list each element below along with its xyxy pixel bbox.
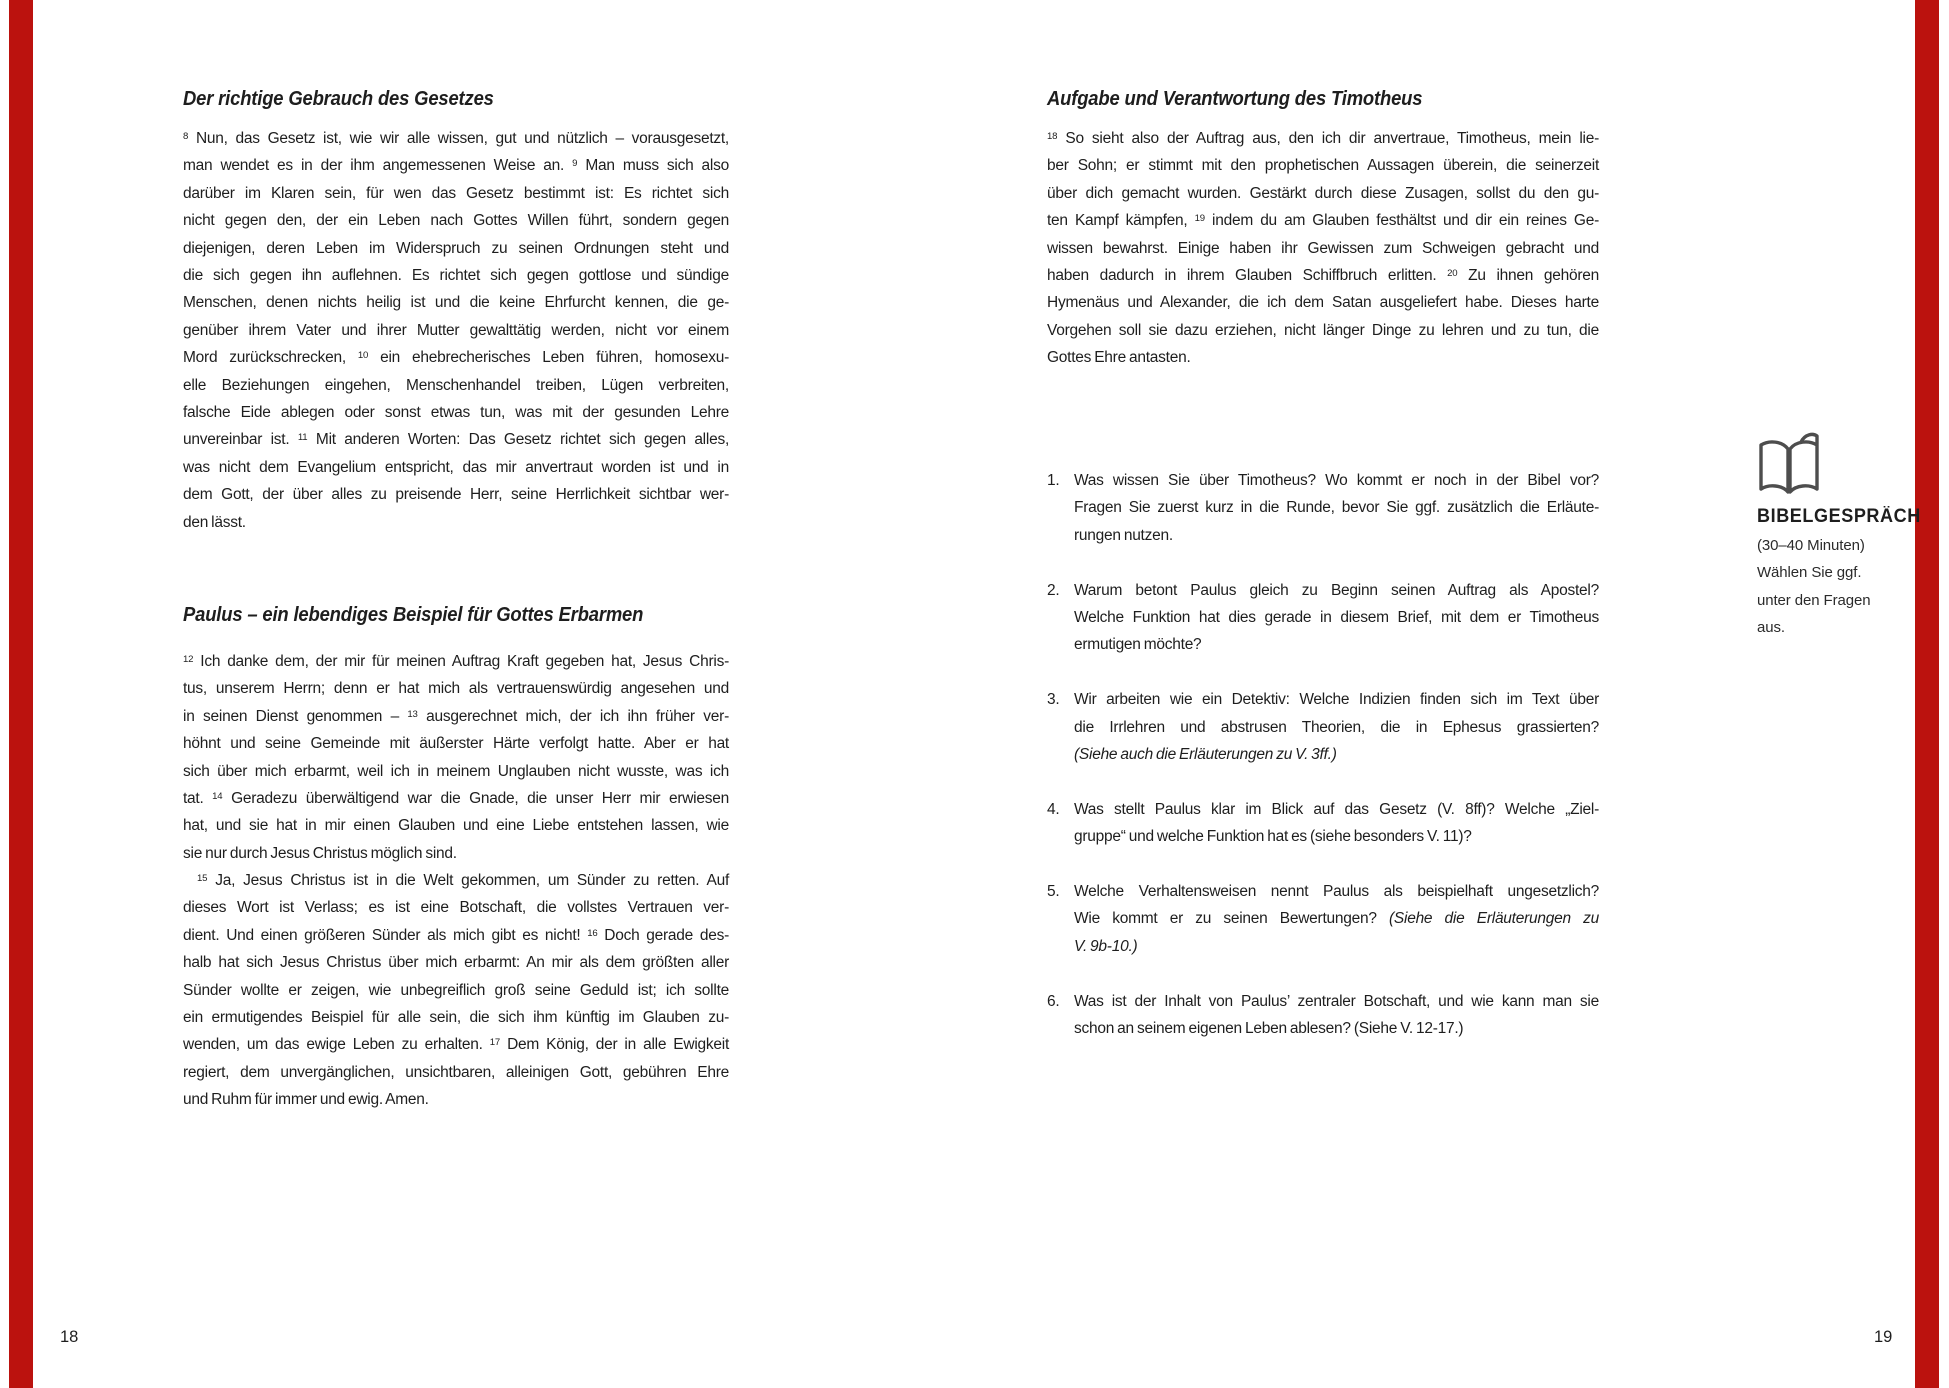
text-line: halb hat sich Jesus Christus über mich erbarmt: An mir als dem größten aller: [183, 954, 729, 972]
text-line: die sich gegen ihn auflehnen. Es richtet sich gegen gottlose und sündige: [183, 267, 729, 285]
body-paragraph: [183, 867, 729, 1114]
open-book-icon: [1757, 431, 1821, 497]
text-line: genüber ihrem Vater und ihrer Mutter gewalttätig werden, nicht vor einem: [183, 321, 729, 339]
text-line: gruppe“ und welche Funktion hat es (siehe besonders V. 11)?: [1074, 828, 1472, 846]
text-line: Was wissen Sie über Timotheus? Wo kommt er noch in der Bibel vor?: [1074, 472, 1599, 489]
text-line: Warum betont Paulus gleich zu Beginn seinen Auftrag als Apostel?: [1074, 581, 1599, 599]
question-item: [1047, 686, 1599, 768]
text-line: falsche Eide ablegen oder sonst etwas tun, was mit der gesunden Lehre: [183, 404, 729, 422]
text-line: Menschen, denen nichts heilig ist und die keine Ehrfurcht kennen, die ge-: [183, 294, 729, 312]
text-line: Welche Verhaltensweisen nennt Paulus als beispielhaft ungesetzlich?: [1074, 883, 1599, 901]
text-line: Welche Funktion hat dies gerade in diesem Brief, mit dem er Timotheus: [1074, 609, 1599, 627]
text-line: dient. Und einen größeren Sünder als mich gibt es nicht! $^{16}$ Doch gerade des-: [183, 926, 729, 944]
text-line: hat, und sie hat in mir einen Glauben und eine Liebe entstehen lassen, wie: [183, 817, 729, 835]
page-number-left: 18: [60, 1328, 79, 1346]
body-paragraph: [1047, 125, 1599, 372]
text-line: ten Kampf kämpfen, $^{19}$ indem du am Glauben festhältst und dir ein reines Ge-: [1047, 212, 1599, 230]
question-number: 1.: [1047, 472, 1060, 489]
text-line: Was stellt Paulus klar im Blick auf das Gesetz (V. 8ff)? Welche „Ziel-: [1074, 800, 1599, 818]
question-list: [1047, 467, 1599, 1070]
text-line: haben dadurch in ihrem Glauben Schiffbruch erlitten. $^{20}$ Zu ihnen gehören: [1047, 267, 1599, 285]
text-line: wenden, um das ewige Leben zu erhalten. $^{17}$ Dem König, der in alle Ewigkeit: [183, 1036, 730, 1054]
text-line: Vorgehen soll sie dazu erziehen, nicht länger Dinge zu lehren und zu tun, die: [1047, 321, 1599, 339]
text-line: $^{12}$ Ich danke dem, der mir für meinen Auftrag Kraft gegeben hat, Jesus Chris-: [183, 653, 729, 670]
text-line: sich über mich erbarmt, weil ich in meinem Unglauben nicht wusste, was ich: [183, 762, 729, 780]
question-item: [1047, 878, 1599, 960]
text-line: ermutigen möchte?: [1074, 636, 1202, 654]
text-line: Mord zurückschrecken, $^{10}$ ein ehebrecherisches Leben führen, homosexu-: [183, 349, 729, 367]
margin-note-line: aus.: [1757, 619, 1785, 637]
section-heading-paulus: Paulus – ein lebendiges Beispiel für Gottes Erbarmen: [183, 603, 644, 626]
text-line: elle Beziehungen eingehen, Menschenhandel treiben, Lügen verbreiten,: [183, 376, 729, 394]
margin-note-bibelgespraech: [1757, 431, 1949, 642]
text-line: über dich gemacht wurden. Gestärkt durch diese Zusagen, sollst du den gu-: [1047, 184, 1599, 202]
text-line: den lässt.: [183, 513, 246, 531]
question-item: [1047, 577, 1599, 659]
question-text: [1074, 988, 1599, 1043]
text-line: Gottes Ehre antasten.: [1047, 349, 1191, 367]
question-item: [1047, 988, 1599, 1043]
text-line: in seinen Dienst genommen – $^{13}$ ausgerechnet mich, der ich ihn früher ver-: [183, 707, 729, 725]
book-cover-edge-right: [1915, 0, 1939, 1388]
question-text: [1074, 796, 1599, 851]
text-line: wissen bewahrst. Einige haben ihr Gewissen zum Schweigen gebracht und: [1047, 239, 1599, 257]
text-line: dem Gott, der über alles zu preisende Herr, seine Herrlichkeit sichtbar wer-: [183, 486, 729, 504]
question-number: 6.: [1047, 992, 1060, 1010]
text-line: nicht gegen den, der ein Leben nach Gottes Willen führt, sondern gegen: [183, 212, 729, 230]
text-line: sie nur durch Jesus Christus möglich sind.: [183, 844, 457, 862]
text-line: schon an seinem eigenen Leben ablesen? (Siehe V. 12-17.): [1074, 1020, 1464, 1038]
text-line: $^{18}$ So sieht also der Auftrag aus, den ich dir anvertraue, Timotheus, mein lie-: [1047, 130, 1599, 147]
section-heading-gesetz: Der richtige Gebrauch des Gesetzes: [183, 87, 494, 110]
question-text: [1074, 878, 1599, 960]
text-line: $^8$ Nun, das Gesetz ist, wie wir alle wissen, gut und nützlich – vorausgesetzt,: [183, 130, 729, 147]
text-line: Wir arbeiten wie ein Detektiv: Welche Indizien finden sich im Text über: [1074, 691, 1599, 709]
text-line: man wendet es in der ihm angemessenen Weise an. $^9$ Man muss sich also: [183, 157, 729, 175]
question-text: [1074, 467, 1599, 549]
text-line: regiert, dem unvergänglichen, unsichtbaren, alleinigen Gott, gebühren Ehre: [183, 1063, 729, 1081]
question-number: 5.: [1047, 883, 1060, 901]
text-line: ein ermutigendes Beispiel für alle sein, die sich ihm künftig im Glauben zu-: [183, 1009, 729, 1027]
text-line: Hymenäus und Alexander, die ich dem Satan ausgeliefert habe. Dieses harte: [1047, 294, 1599, 312]
question-text: [1074, 686, 1599, 768]
text-line: tus, unserem Herrn; denn er hat mich als vertrauenswürdig angesehen und: [183, 680, 729, 698]
text-line: die Irrlehren und abstrusen Theorien, die in Ephesus grassierten?: [1074, 718, 1599, 736]
margin-note-line: unter den Fragen: [1757, 591, 1871, 609]
body-paragraph: [183, 125, 729, 536]
section-heading-timotheus: Aufgabe und Verantwortung des Timotheus: [1047, 87, 1423, 110]
text-line: darüber im Klaren sein, für wen das Gesetz bestimmt ist: Es richtet sich: [183, 184, 729, 202]
text-line: und Ruhm für immer und ewig. Amen.: [183, 1091, 429, 1109]
page-number-right: 19: [1874, 1328, 1893, 1346]
question-number: 3.: [1047, 691, 1060, 709]
text-line: (Siehe auch die Erläuterungen zu V. 3ff.): [1074, 746, 1337, 764]
text-line: Fragen Sie zuerst kurz in die Runde, bevor Sie ggf. zusätzlich die Erläute-: [1074, 499, 1599, 517]
question-number: 4.: [1047, 800, 1060, 818]
question-text: [1074, 577, 1599, 659]
text-line: diejenigen, deren Leben im Widerspruch zu seinen Ordnungen steht und: [183, 239, 729, 257]
text-line: dieses Wort ist Verlass; es ist eine Botschaft, die vollstes Vertrauen ver-: [183, 899, 729, 917]
question-number: 2.: [1047, 581, 1060, 599]
text-line: ber Sohn; er stimmt mit den prophetischen Aussagen überein, die seinerzeit: [1047, 157, 1599, 175]
question-item: [1047, 467, 1599, 549]
text-line: V. 9b-10.): [1074, 937, 1138, 955]
text-line: Was ist der Inhalt von Paulus’ zentraler Botschaft, und wie kann man sie: [1074, 992, 1599, 1010]
question-item: [1047, 796, 1599, 851]
margin-note-line: (30–40 Minuten): [1757, 537, 1865, 554]
text-line: $^{15}$ Ja, Jesus Christus ist in die Welt gekommen, um Sünder zu retten. Auf: [197, 872, 729, 889]
body-paragraph: [183, 648, 729, 867]
text-line: Wie kommt er zu seinen Bewertungen? (Siehe die Erläuterungen zu: [1074, 910, 1599, 928]
book-cover-edge-left: [9, 0, 33, 1388]
margin-note-line: Wählen Sie ggf.: [1757, 564, 1862, 582]
margin-note-title: BIBELGESPRÄCH: [1757, 506, 1921, 527]
text-line: rungen nutzen.: [1074, 526, 1173, 544]
text-line: was nicht dem Evangelium entspricht, das mir anvertraut worden ist und in: [183, 458, 729, 476]
text-line: Sünder wollte er zeigen, wie unbegreiflich groß seine Geduld ist; ich sollte: [183, 981, 729, 999]
text-line: tat. $^{14}$ Geradezu überwältigend war die Gnade, die unser Herr mir erwiesen: [183, 790, 729, 808]
text-line: unvereinbar ist. $^{11}$ Mit anderen Worten: Das Gesetz richtet sich gegen alles,: [183, 431, 729, 449]
text-line: höhnt und seine Gemeinde mit äußerster Härte verfolgt hatte. Aber er hat: [183, 735, 729, 753]
